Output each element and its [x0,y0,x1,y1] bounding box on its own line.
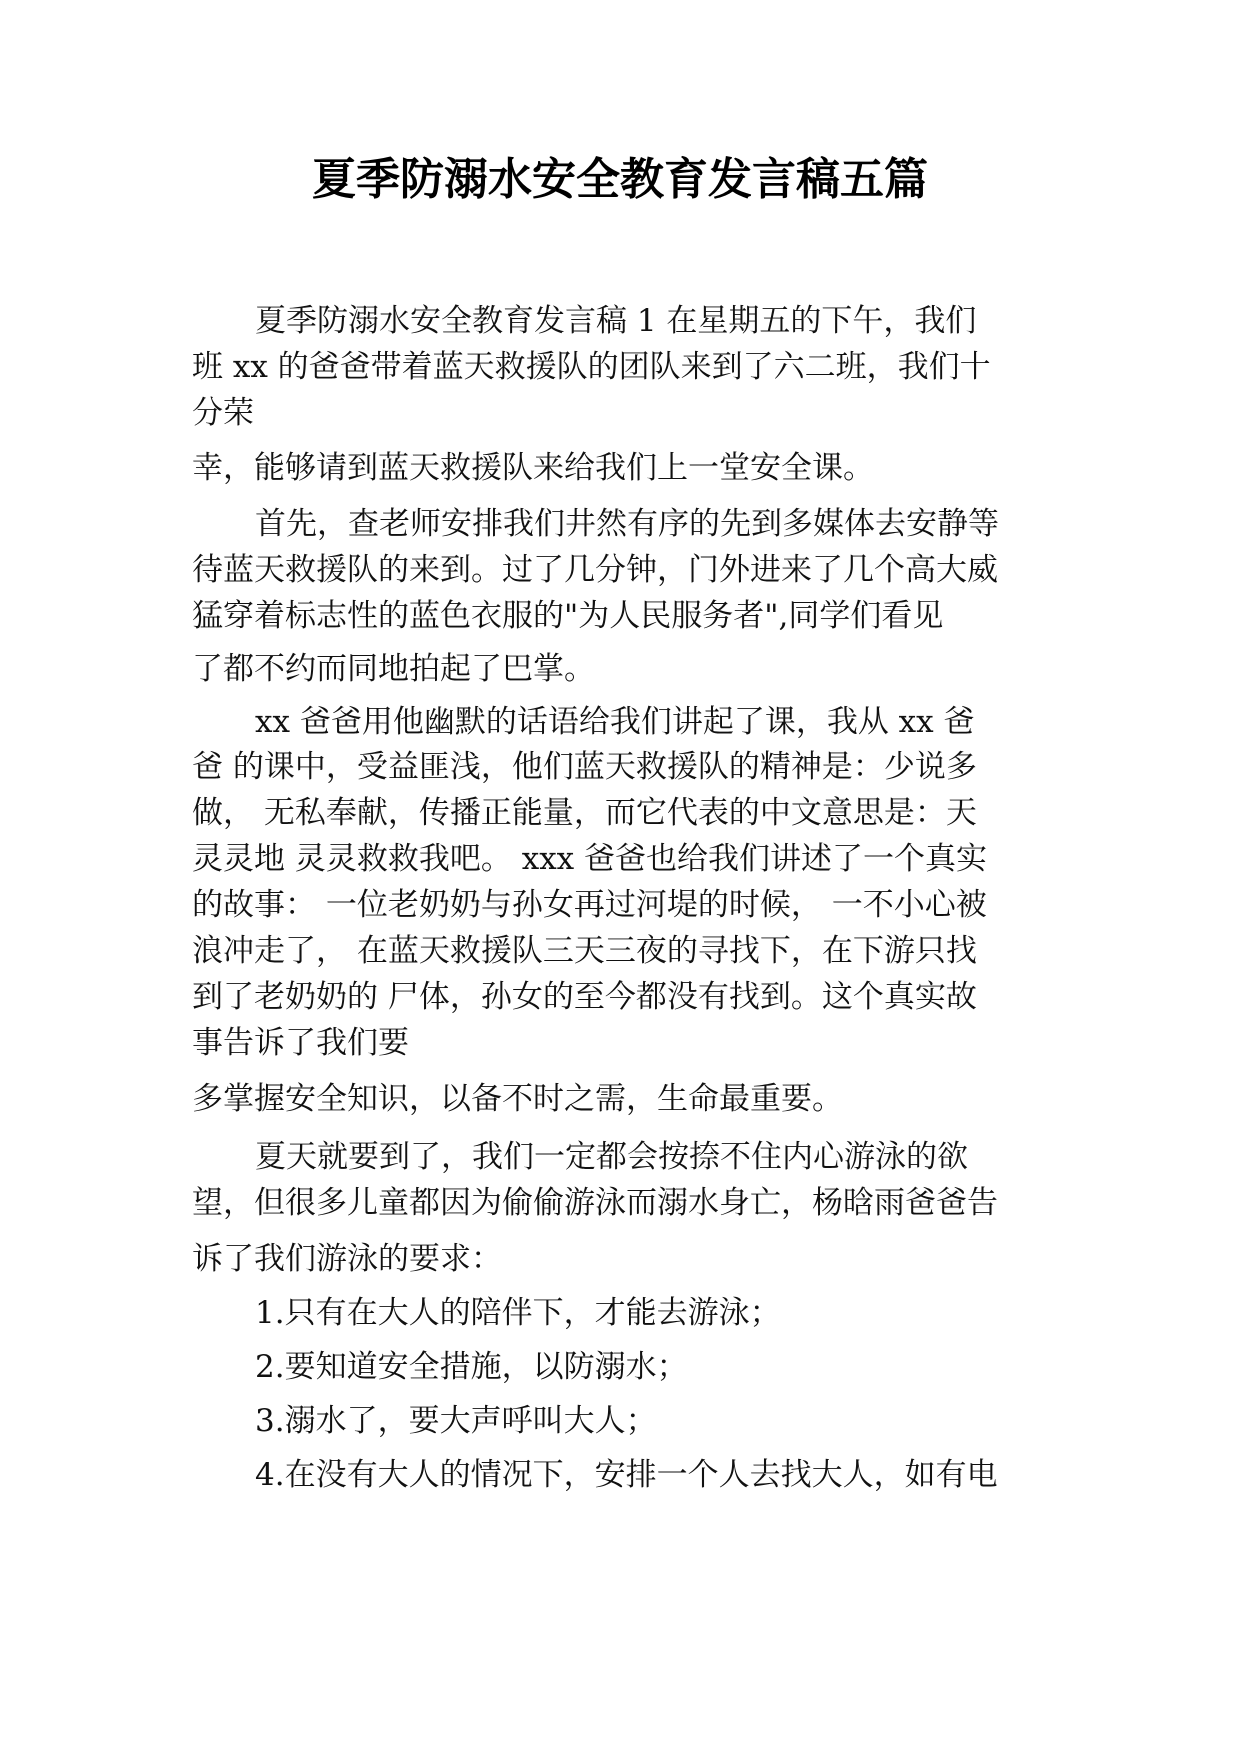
document-title: 夏季防溺水安全教育发言稿五篇 [312,154,928,205]
body-line: 诉了我们游泳的要求： [192,1241,502,1277]
body-line: 分荣 [192,395,254,431]
body-line: 夏季防溺水安全教育发言稿 1 在星期五的下午，我们 [255,303,977,339]
body-line: 班 xx 的爸爸带着蓝天救援队的团队来到了六二班，我们十 [192,349,991,385]
body-line: 的故事： 一位老奶奶与孙女再过河堤的时候， 一不小心被 [192,887,987,923]
body-line: 灵灵地 灵灵救救我吧。 xxx 爸爸也给我们讲述了一个真实 [192,841,988,877]
body-line: 夏天就要到了，我们一定都会按捺不住内心游泳的欲 [255,1139,968,1175]
body-line: 浪冲走了， 在蓝天救援队三天三夜的寻找下，在下游只找 [192,933,977,969]
list-item: 2.要知道安全措施，以防溺水； [255,1349,688,1385]
body-line: 事告诉了我们要 [192,1025,409,1061]
body-line: 爸 的课中，受益匪浅，他们蓝天救援队的精神是：少说多 [192,749,977,785]
body-line: 待蓝天救援队的来到。过了几分钟，门外进来了几个高大威 [192,552,998,588]
list-item: 4.在没有大人的情况下，安排一个人去找大人，如有电 [255,1457,998,1493]
body-line: 望，但很多儿童都因为偷偷游泳而溺水身亡，杨晗雨爸爸告 [192,1185,998,1221]
body-line: 了都不约而同地拍起了巴掌。 [192,651,595,687]
body-line: 做， 无私奉献，传播正能量，而它代表的中文意思是：天 [192,795,977,831]
body-line: 幸，能够请到蓝天救援队来给我们上一堂安全课。 [192,450,874,486]
body-line: 多掌握安全知识，以备不时之需，生命最重要。 [192,1081,843,1117]
list-item: 1.只有在大人的陪伴下，才能去游泳； [255,1295,781,1331]
body-line: 猛穿着标志性的蓝色衣服的"为人民服务者",同学们看见 [192,598,944,634]
body-line: xx 爸爸用他幽默的话语给我们讲起了课，我从 xx 爸 [255,704,975,740]
body-line: 到了老奶奶的 尸体，孙女的至今都没有找到。这个真实故 [192,979,977,1015]
list-item: 3.溺水了，要大声呼叫大人； [255,1403,657,1439]
body-line: 首先，查老师安排我们井然有序的先到多媒体去安静等 [255,506,999,542]
